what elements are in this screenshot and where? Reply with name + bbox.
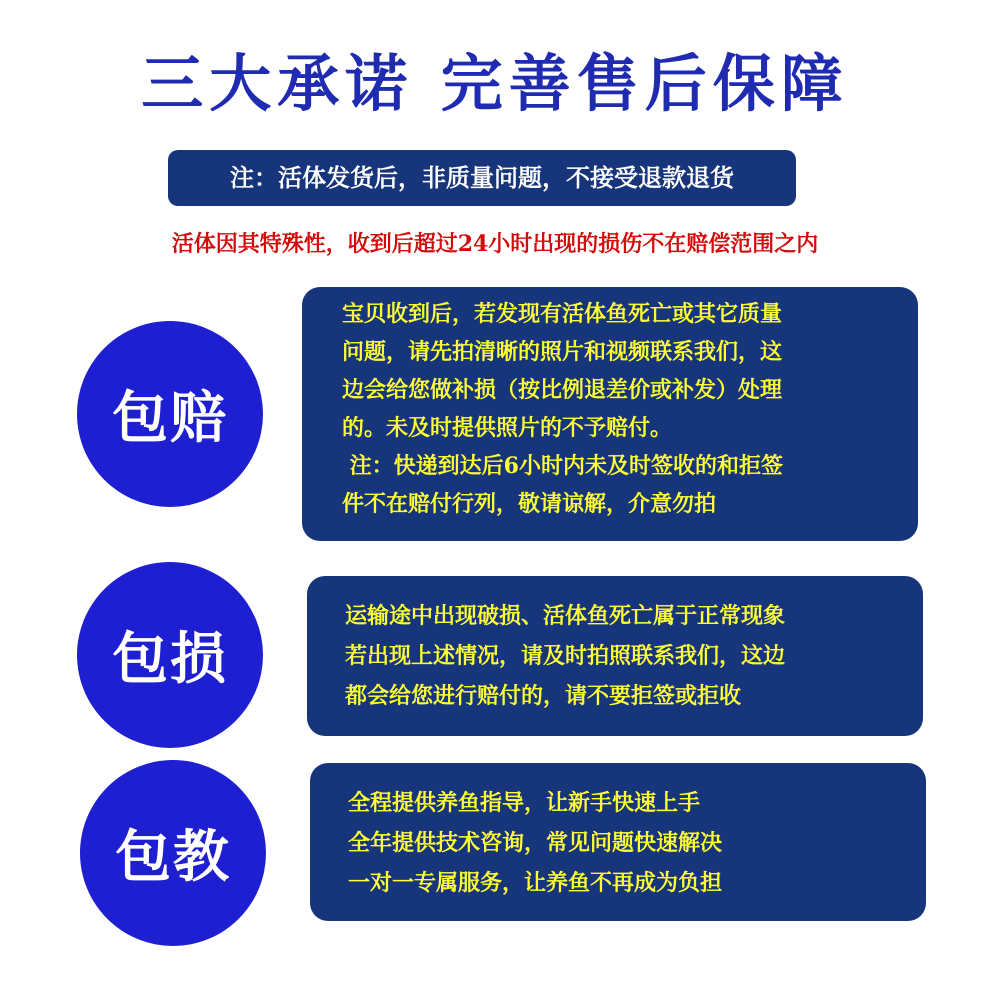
damage-exclusion-note: 活体因其特殊性，收到后超过24小时出现的损伤不在赔偿范围之内 [171, 231, 819, 257]
panel-line: 一对一专属服务，让养鱼不再成为负担 [348, 870, 723, 896]
damage-coverage-badge: 包损 [77, 562, 263, 748]
no-refund-notice-banner: 注：活体发货后，非质量问题，不接受退款退货 [168, 150, 796, 206]
panel-line: 的。未及时提供照片的不予赔付。 [342, 415, 673, 441]
panel-line: 件不在赔付行列，敬请谅解，介意勿拍 [342, 491, 717, 517]
compensation-panel [302, 287, 918, 541]
page-title: 三大承诺 完善售后保障 [141, 47, 849, 120]
panel-line: 边会给您做补损（按比例退差价或补发）处理 [342, 377, 783, 403]
panel-line: 全程提供养鱼指导，让新手快速上手 [348, 790, 701, 816]
panel-line: 运输途中出现破损、活体鱼死亡属于正常现象 [345, 603, 786, 629]
compensation-badge: 包赔 [77, 321, 263, 507]
panel-line: 注：快递到达后6小时内未及时签收的和拒签 [342, 453, 783, 479]
panel-line: 问题，请先拍清晰的照片和视频联系我们，这 [342, 339, 783, 365]
guidance-badge: 包教 [80, 760, 266, 946]
panel-line: 若出现上述情况，请及时拍照联系我们，这边 [345, 643, 786, 669]
guidance-panel [310, 763, 926, 921]
panel-line: 宝贝收到后，若发现有活体鱼死亡或其它质量 [342, 301, 783, 327]
panel-line: 全年提供技术咨询，常见问题快速解决 [348, 830, 723, 856]
damage-coverage-panel [307, 576, 923, 736]
panel-line: 都会给您进行赔付的，请不要拒签或拒收 [345, 683, 742, 709]
